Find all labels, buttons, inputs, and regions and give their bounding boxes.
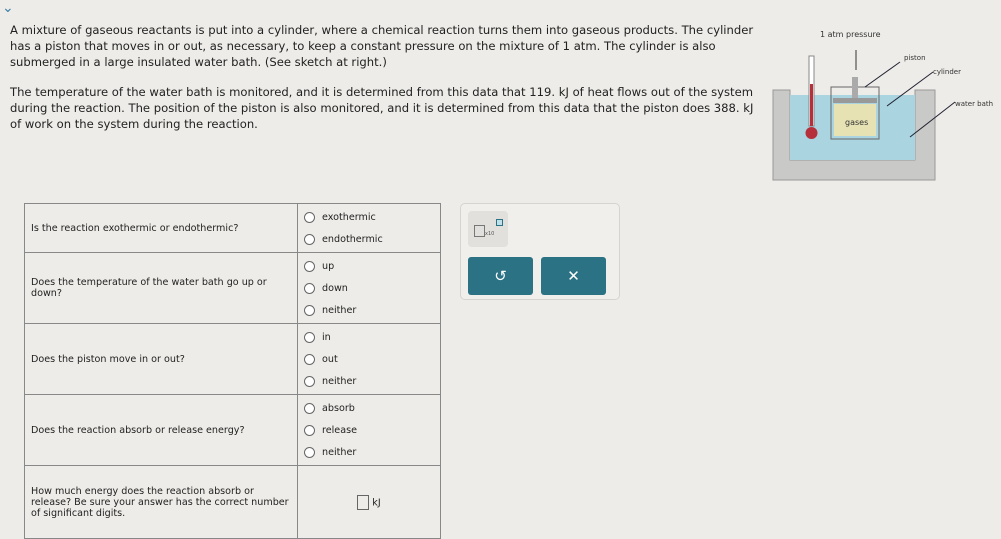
scientific-notation-button[interactable] (468, 211, 508, 247)
radio-icon[interactable] (304, 425, 315, 436)
radio-icon[interactable] (304, 283, 315, 294)
question-text: Does the reaction absorb or release energy? (25, 395, 298, 466)
radio-icon[interactable] (304, 447, 315, 458)
option-absorb[interactable]: absorb (304, 397, 434, 419)
label-gases: gases (845, 118, 869, 127)
problem-paragraph-1: A mixture of gaseous reactants is put into a cylinder, where a chemical reaction turns them into gaseous products. The cylinder has a piston that moves in or out, as necessary, to keep a constant pressure on the mixture of 1 atm. The cylinder is also submerged in a large insulated water bath. (See sketch at right.) (10, 23, 754, 69)
energy-answer-input[interactable] (357, 495, 369, 510)
clear-button[interactable] (541, 257, 606, 295)
option-endothermic[interactable]: endothermic (304, 228, 434, 250)
radio-icon[interactable] (304, 376, 315, 387)
question-text: Does the temperature of the water bath go up or down? (25, 253, 298, 324)
close-icon: ✕ (567, 267, 580, 285)
question-row (25, 395, 441, 466)
radio-icon[interactable] (304, 332, 315, 343)
apparatus-diagram (770, 20, 1001, 190)
radio-icon[interactable] (304, 234, 315, 245)
question-row (25, 466, 441, 539)
question-row (25, 324, 441, 395)
undo-button[interactable] (468, 257, 533, 295)
label-piston: piston (904, 54, 926, 62)
radio-icon[interactable] (304, 261, 315, 272)
question-table (24, 203, 441, 539)
option-out[interactable]: out (304, 348, 434, 370)
radio-icon[interactable] (304, 354, 315, 365)
undo-icon: ↺ (494, 267, 507, 285)
unit-label: kJ (372, 497, 381, 508)
question-row (25, 253, 441, 324)
answer-tools-panel (460, 203, 620, 300)
problem-paragraph-2: The temperature of the water bath is monitored, and it is determined from this data that 119. kJ of heat flows out of the system during the reaction. The position of the piston is also monitored, and it is determined from this data that the piston does 388. kJ of work on the system during the reaction. (10, 85, 754, 131)
option-exothermic[interactable]: exothermic (304, 206, 434, 228)
radio-icon[interactable] (304, 305, 315, 316)
exponent-box-icon (496, 219, 503, 226)
question-text: Does the piston move in or out? (25, 324, 298, 395)
question-text: Is the reaction exothermic or endothermic? (25, 204, 298, 253)
radio-icon[interactable] (304, 212, 315, 223)
option-neither[interactable]: neither (304, 370, 434, 392)
radio-icon[interactable] (304, 403, 315, 414)
option-release[interactable]: release (304, 419, 434, 441)
question-text: How much energy does the reaction absorb or release? Be sure your answer has the correct number of significant digits. (25, 466, 298, 539)
question-row (25, 204, 441, 253)
label-pressure: 1 atm pressure (820, 30, 881, 39)
label-cylinder: cylinder (933, 68, 961, 76)
mantissa-box-icon (474, 225, 485, 237)
option-in[interactable]: in (304, 326, 434, 348)
option-neither[interactable]: neither (304, 441, 434, 463)
label-water-bath: water bath (955, 100, 994, 108)
x10-label: x10 (485, 231, 495, 237)
option-down[interactable]: down (304, 277, 434, 299)
option-up[interactable]: up (304, 255, 434, 277)
collapse-chevron-icon[interactable]: ⌄ (2, 0, 14, 16)
option-neither[interactable]: neither (304, 299, 434, 321)
